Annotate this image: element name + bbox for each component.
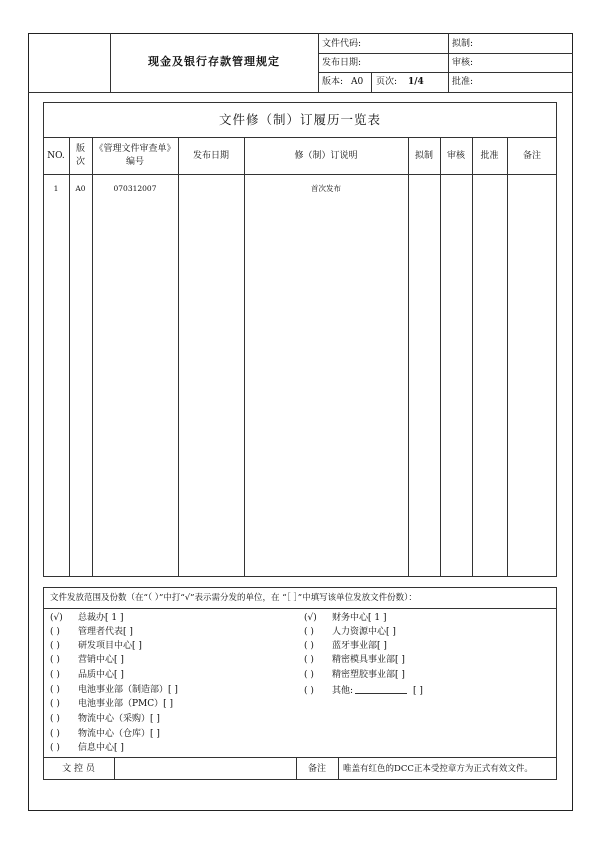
release-date-label: 发布日期:: [322, 58, 362, 68]
header-divider: [318, 33, 319, 92]
distribution-item-other: [304, 684, 423, 697]
col-header-remark: 备注: [522, 151, 541, 161]
revision-table-title: 文件修（制）订履历一览表: [218, 112, 381, 127]
col-header-description: 修（制）订说明: [294, 151, 358, 161]
distribution-checkbox[interactable]: (√): [304, 613, 317, 623]
column-divider: [92, 137, 93, 577]
other-copies: [ ]: [413, 686, 423, 696]
page-label: 页次:: [376, 77, 398, 87]
distribution-checkbox[interactable]: ( ): [50, 641, 60, 651]
distribution-unit: 财务中心[ 1 ]: [332, 613, 387, 623]
version-value: A0: [351, 77, 364, 87]
distribution-unit: 蓝牙事业部[ ]: [332, 641, 387, 651]
column-divider: [440, 137, 441, 577]
distribution-item: [304, 654, 405, 666]
distribution-checkbox[interactable]: ( ): [50, 627, 60, 637]
distribution-checkbox[interactable]: ( ): [304, 627, 314, 637]
distribution-item: [50, 742, 124, 754]
distribution-item: [50, 713, 160, 725]
page-value: 1/4: [408, 77, 424, 87]
distribution-checkbox[interactable]: ( ): [304, 670, 314, 680]
col-header-no: NO.: [47, 151, 65, 161]
distribution-unit: 电池事业部（制造部）[ ]: [78, 685, 178, 695]
header-divider: [318, 72, 573, 73]
doc-code-label: 文件代码:: [322, 39, 362, 49]
header-divider: [371, 72, 372, 92]
distribution-checkbox[interactable]: ( ): [50, 655, 60, 665]
revision-table-divider: [43, 137, 557, 138]
footer-divider: [43, 757, 557, 758]
distribution-checkbox[interactable]: ( ): [304, 655, 314, 665]
distribution-checkbox[interactable]: ( ): [304, 641, 314, 651]
row-no: 1: [53, 184, 59, 193]
distribution-item: [50, 728, 160, 740]
distribution-unit: 品质中心[ ]: [78, 670, 124, 680]
column-divider: [507, 137, 508, 577]
distribution-checkbox[interactable]: ( ): [50, 729, 60, 739]
distribution-item: [50, 684, 178, 696]
distribution-item: [50, 612, 123, 624]
distribution-checkbox[interactable]: ( ): [50, 670, 60, 680]
col-header-version: 次: [75, 157, 85, 167]
distribution-item: [304, 612, 386, 624]
distribution-item: [50, 669, 124, 681]
distribution-unit: 电池事业部（PMC）[ ]: [78, 699, 174, 709]
distribution-unit: 研发项目中心[ ]: [78, 641, 142, 651]
column-divider: [408, 137, 409, 577]
distribution-unit: 精密模具事业部[ ]: [332, 655, 405, 665]
footer-divider: [338, 757, 339, 780]
distribution-checkbox[interactable]: ( ): [50, 685, 60, 695]
header-divider: [318, 53, 573, 54]
col-header-form-no: 《管理文件审查单》: [94, 144, 176, 154]
col-header-review: 审核: [446, 151, 465, 161]
row-version: A0: [75, 184, 86, 193]
draft-label: 拟制:: [452, 39, 474, 49]
distribution-unit: 信息中心[ ]: [78, 743, 124, 753]
distribution-heading: 文件发放范围及份数（在“（ ）”中打“√”表示需分发的单位，在 “［ ］”中填写该单位发放文件份数）：: [50, 593, 417, 603]
document-title: 现金及银行存款管理规定: [148, 55, 280, 68]
col-header-form-no: 编号: [125, 157, 144, 167]
distribution-unit: 人力资源中心[ ]: [332, 627, 396, 637]
distribution-item: [50, 698, 173, 710]
revision-table-header-bottom: [43, 174, 557, 175]
col-header-draft: 拟制: [414, 151, 433, 161]
footer-divider: [114, 757, 115, 780]
distribution-unit: 营销中心[ ]: [78, 655, 124, 665]
distribution-item: [50, 654, 124, 666]
footer-remark-text: 唯盖有红色的DCC正本受控章方为正式有效文件。: [343, 764, 533, 774]
distribution-item: [50, 640, 142, 652]
version-label: 版本:: [322, 77, 344, 87]
controller-label: 文 控 员: [62, 764, 95, 774]
col-header-approve: 批准: [480, 151, 499, 161]
column-divider: [244, 137, 245, 577]
other-unit-input[interactable]: [355, 684, 407, 694]
distribution-unit: 精密塑胶事业部[ ]: [332, 670, 405, 680]
row-description: 首次发布: [311, 184, 341, 193]
distribution-checkbox[interactable]: (√): [50, 613, 63, 623]
column-divider: [69, 137, 70, 577]
distribution-checkbox[interactable]: ( ): [50, 743, 60, 753]
row-form-no: 070312007: [113, 184, 157, 193]
column-divider: [472, 137, 473, 577]
distribution-item: [304, 669, 405, 681]
col-header-release-date: 发布日期: [192, 151, 229, 161]
review-label: 审核:: [452, 58, 474, 68]
distribution-unit: 物流中心（仓库）[ ]: [78, 729, 160, 739]
footer-remark-label: 备注: [307, 764, 326, 774]
distribution-checkbox[interactable]: ( ): [50, 714, 60, 724]
header-divider: [448, 33, 449, 92]
distribution-item: [304, 640, 387, 652]
other-label: 其他:: [332, 686, 354, 696]
distribution-unit: 总裁办[ 1 ]: [78, 613, 124, 623]
distribution-item: [50, 626, 133, 638]
column-divider: [178, 137, 179, 577]
distribution-checkbox[interactable]: ( ): [50, 699, 60, 709]
col-header-version: 版: [75, 144, 85, 154]
header-bottom-line: [28, 92, 573, 93]
distribution-checkbox[interactable]: ( ): [304, 686, 314, 696]
distribution-divider: [43, 608, 557, 609]
distribution-unit: 管理者代表[ ]: [78, 627, 133, 637]
distribution-unit: 物流中心（采购）[ ]: [78, 714, 160, 724]
distribution-item: [304, 626, 396, 638]
approve-label: 批准:: [452, 77, 474, 87]
